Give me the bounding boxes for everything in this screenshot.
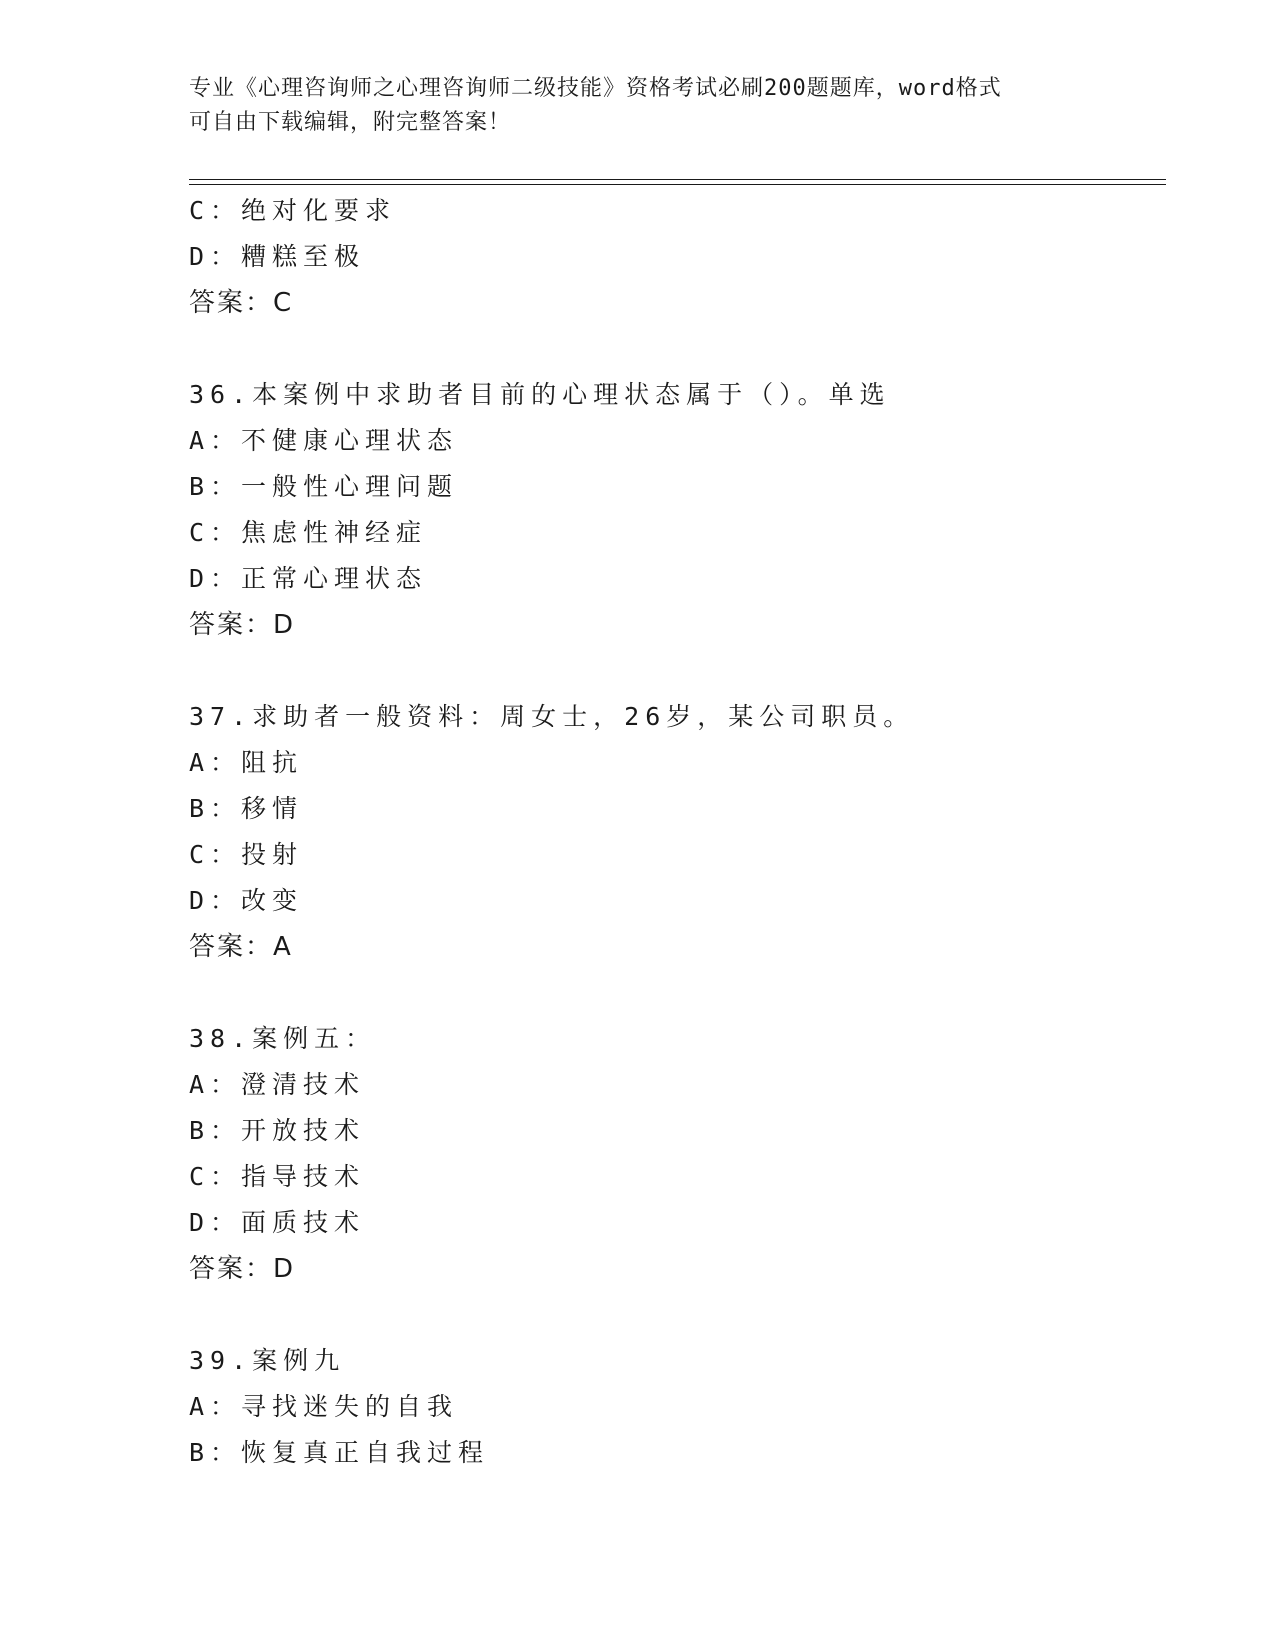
option-text: A：不健康心理状态 [189, 426, 459, 455]
option-text: C：焦虑性神经症 [189, 518, 428, 547]
option-text: B：开放技术 [189, 1116, 366, 1145]
question-block [189, 694, 1166, 970]
option-text: C：投射 [189, 840, 304, 869]
question-block [189, 1016, 1166, 1292]
question-text: 37.求助者一般资料：周女士，26岁，某公司职员。 [189, 702, 915, 731]
question-text: 36.本案例中求助者目前的心理状态属于（）。单选 [189, 380, 891, 409]
document-header [189, 72, 1089, 140]
header-divider-bottom [189, 184, 1166, 185]
option-text: B：一般性心理问题 [189, 472, 459, 501]
option-text: B：恢复真正自我过程 [189, 1438, 490, 1467]
option-text: B：移情 [189, 794, 304, 823]
question-list [189, 188, 1166, 1476]
option-text: A：阻抗 [189, 748, 304, 777]
header-line-2: 可自由下载编辑，附完整答案！ [189, 110, 512, 135]
answer-text: 答案：C [189, 288, 294, 318]
option-text: A：澄清技术 [189, 1070, 366, 1099]
question-text: 39.案例九 [189, 1346, 346, 1375]
option-text: C：指导技术 [189, 1162, 366, 1191]
question-text: 38.案例五： [189, 1024, 377, 1053]
question-block [189, 1338, 1166, 1476]
option-text: D：正常心理状态 [189, 564, 428, 593]
answer-text: 答案：A [189, 932, 293, 962]
header-divider-top [189, 179, 1166, 180]
question-block [189, 372, 1166, 648]
option-text: C：绝对化要求 [189, 196, 397, 225]
option-text: D：糟糕至极 [189, 242, 366, 271]
option-text: D：改变 [189, 886, 304, 915]
option-text: A：寻找迷失的自我 [189, 1392, 459, 1421]
answer-text: 答案：D [189, 610, 296, 640]
answer-text: 答案：D [189, 1254, 296, 1284]
option-text: D：面质技术 [189, 1208, 366, 1237]
header-line-1: 专业《心理咨询师之心理咨询师二级技能》资格考试必刷200题题库，word格式 [189, 76, 1002, 101]
question-block [189, 188, 1166, 326]
